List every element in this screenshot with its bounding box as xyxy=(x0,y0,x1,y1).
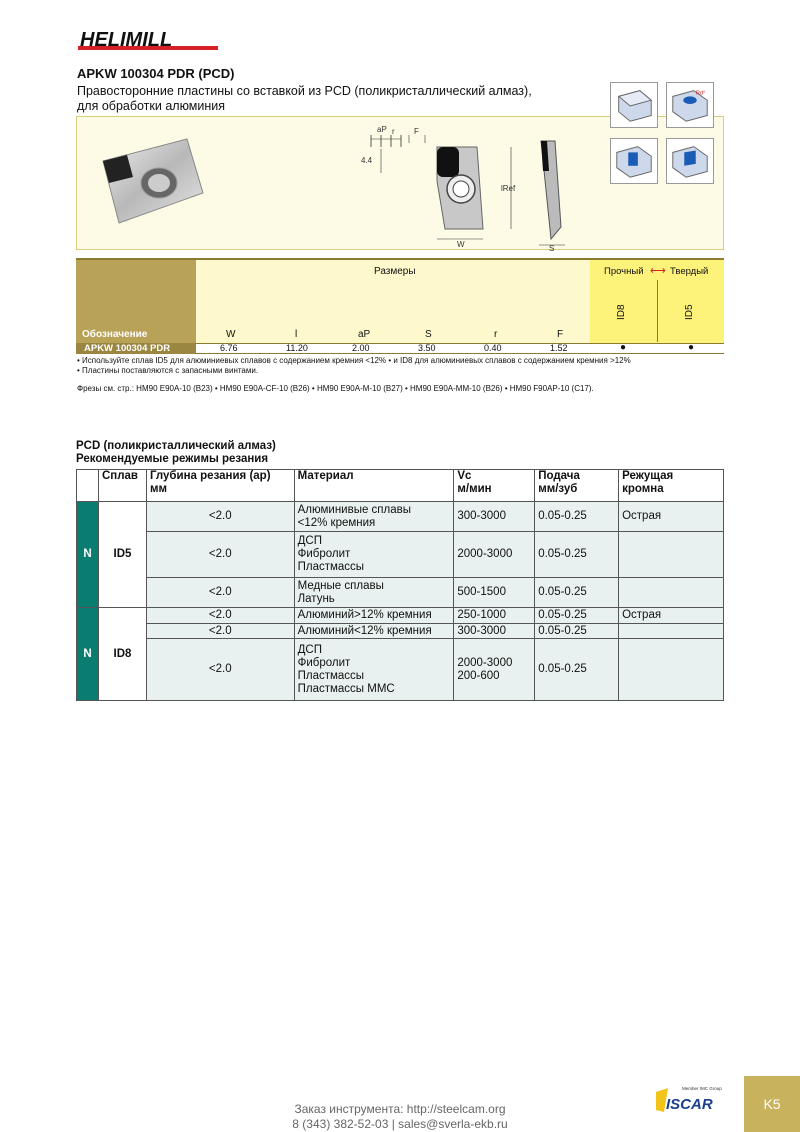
header-depth: Глубина резания (ap) мм xyxy=(146,470,294,502)
insert-photo xyxy=(97,131,207,231)
feed-cell: 0.05-0.25 xyxy=(535,502,619,532)
product-description xyxy=(77,84,597,114)
note-line-2: • Пластины поставляются с запасными винтами. xyxy=(77,366,259,375)
material-cell: Алюминивые сплавы <12% кремния xyxy=(294,502,454,532)
val-r: 0.40 xyxy=(484,343,502,353)
table-row xyxy=(76,343,724,354)
depth-cell: <2.0 xyxy=(146,502,294,532)
edge-cell xyxy=(619,532,724,578)
ramping-icon xyxy=(666,82,714,128)
iscar-member-text: Member IMC Group xyxy=(682,1086,722,1091)
material-cell: Алюминий>12% кремния xyxy=(294,608,454,624)
cutting-conditions-table xyxy=(76,469,724,701)
col-w: W xyxy=(226,329,236,340)
feed-cell: 0.05-0.25 xyxy=(535,624,619,639)
slotting-icon xyxy=(610,138,658,184)
dim-lref-label: lRef xyxy=(501,184,516,193)
note-line-1: • Используйте сплав ID5 для алюминиевых сплавов с содержанием кремния <12% • и ID8 для алюминиевых сплавов с содержанием кремния >12% xyxy=(77,356,631,365)
sizes-header: Размеры xyxy=(374,266,416,277)
vc-cell: 2000-3000 200-600 xyxy=(454,639,535,701)
col-ap: aP xyxy=(358,329,371,340)
notes xyxy=(77,356,631,376)
dim-f-label: F xyxy=(414,127,419,136)
vc-cell: 2000-3000 xyxy=(454,532,535,578)
header-edge: Режущая кромна xyxy=(619,470,724,502)
header-vc: Vc м/мин xyxy=(454,470,535,502)
face-milling-icon xyxy=(610,82,658,128)
edge-cell xyxy=(619,624,724,639)
feed-cell: 0.05-0.25 xyxy=(535,639,619,701)
helimill-logo xyxy=(78,28,218,54)
col-f: F xyxy=(557,329,564,340)
feed-cell: 0.05-0.25 xyxy=(535,578,619,608)
material-cell: ДСП Фибролит Пластмассы xyxy=(294,532,454,578)
header-feed: Подача мм/зуб xyxy=(535,470,619,502)
grade-id5: ID5 xyxy=(684,304,695,320)
arrow-icon: ⟷ xyxy=(650,265,666,277)
col-r: r xyxy=(494,329,498,340)
alloy-id5: ID5 xyxy=(98,502,146,608)
depth-cell: <2.0 xyxy=(146,639,294,701)
feed-cell: 0.05-0.25 xyxy=(535,532,619,578)
group-n: N xyxy=(77,608,99,701)
dim-44-label: 4.4 xyxy=(361,156,373,165)
page-number: K5 xyxy=(744,1076,800,1132)
hard-left-label: Прочный xyxy=(604,266,644,277)
side-view-drawing xyxy=(537,127,597,251)
iscar-text: ISCAR xyxy=(666,1096,713,1113)
desc-line-1: Правосторонние пластины со вставкой из PCD (поликристаллический алмаз), xyxy=(77,84,532,98)
vc-cell: 300-3000 xyxy=(454,624,535,639)
mark-id8: ● xyxy=(620,342,627,353)
table-row xyxy=(77,578,724,608)
header-alloy: Сплав xyxy=(98,470,146,502)
dimensions-table xyxy=(76,258,724,354)
row-designation: APKW 100304 PDR xyxy=(84,343,171,354)
mark-id5: ● xyxy=(688,342,695,353)
edge-cell xyxy=(619,578,724,608)
col-s: S xyxy=(425,329,432,340)
val-w: 6.76 xyxy=(220,343,238,353)
table-row xyxy=(77,639,724,701)
recommend-title xyxy=(76,440,276,466)
vc-cell: 300-3000 xyxy=(454,502,535,532)
edge-cell xyxy=(619,639,724,701)
dim-w-label: W xyxy=(457,240,465,249)
alloy-id8: ID8 xyxy=(98,608,146,701)
table-row xyxy=(77,532,724,578)
rd-label: Rd° xyxy=(695,90,706,97)
shoulder-icon xyxy=(666,138,714,184)
logo-text: HELIMILL xyxy=(80,29,173,51)
depth-cell: <2.0 xyxy=(146,532,294,578)
dim-s-label: S xyxy=(549,244,555,251)
table-row xyxy=(77,608,724,624)
table-header-row xyxy=(77,470,724,502)
hard-right-label: Твердый xyxy=(670,266,709,277)
group-n: N xyxy=(77,502,99,608)
depth-cell: <2.0 xyxy=(146,578,294,608)
product-title: APKW 100304 PDR (PCD) xyxy=(77,66,235,81)
technical-drawing xyxy=(289,121,529,249)
recommend-title-1: PCD (поликристаллический алмаз) xyxy=(76,440,276,452)
recommend-title-2: Рекомендуемые режимы резания xyxy=(76,453,269,465)
material-cell: Алюминий<12% кремния xyxy=(294,624,454,639)
application-icons xyxy=(610,82,720,186)
iscar-logo xyxy=(654,1084,740,1114)
dim-r-label: r xyxy=(392,127,395,136)
table-row xyxy=(77,502,724,532)
vc-cell: 500-1500 xyxy=(454,578,535,608)
val-f: 1.52 xyxy=(550,343,568,353)
feed-cell: 0.05-0.25 xyxy=(535,608,619,624)
edge-cell: Острая xyxy=(619,608,724,624)
depth-cell: <2.0 xyxy=(146,624,294,639)
val-ap: 2.00 xyxy=(352,343,370,353)
footer-contacts[interactable]: 8 (343) 382-52-03 | sales@sverla-ekb.ru xyxy=(292,1117,508,1131)
header-material: Материал xyxy=(294,470,454,502)
vc-cell: 250-1000 xyxy=(454,608,535,624)
material-cell: ДСП Фибролит Пластмассы Пластмассы ММС xyxy=(294,639,454,701)
val-s: 3.50 xyxy=(418,343,436,353)
material-cell: Медные сплавы Латунь xyxy=(294,578,454,608)
dim-ap-label: aP xyxy=(377,125,387,134)
val-l: 11.20 xyxy=(286,343,308,353)
grade-id8: ID8 xyxy=(616,304,627,320)
edge-cell: Острая xyxy=(619,502,724,532)
desc-line-2: для обработки алюминия xyxy=(77,99,226,113)
col-l: l xyxy=(295,329,298,340)
table-row xyxy=(77,624,724,639)
mills-reference: Фрезы см. стр.: HM90 E90A-10 (B23) • HM90 E90A-CF-10 (B26) • HM90 E90A-M-10 (B27) • HM90 E90A-MM-10 (B26) • HM90 F90AP-10 (C17). xyxy=(77,384,594,393)
footer-order-link[interactable]: Заказ инструмента: http://steelcam.org xyxy=(294,1102,506,1116)
depth-cell: <2.0 xyxy=(146,608,294,624)
designation-header: Обозначение xyxy=(82,329,148,340)
